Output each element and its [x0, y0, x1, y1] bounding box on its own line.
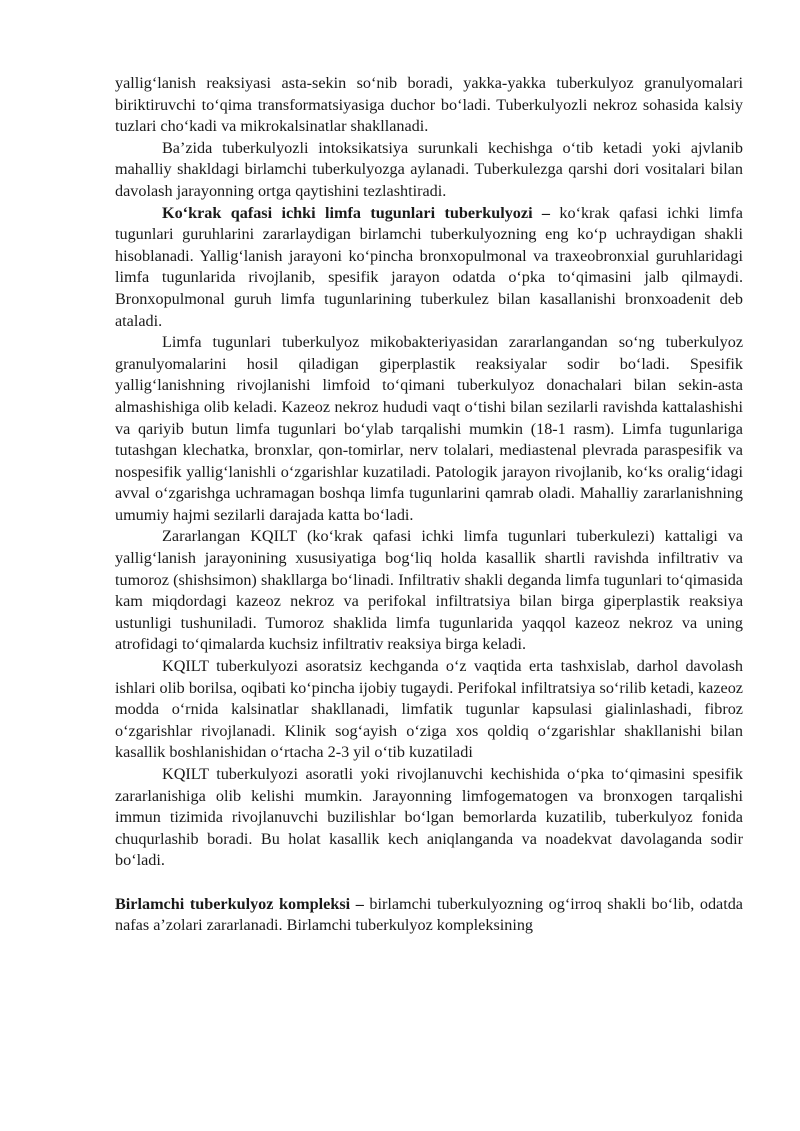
section-heading-kqilt: Ko‘krak qafasi ichki limfa tugunlari tuberkulyozi –	[162, 203, 551, 222]
paragraph-text: Ba’zida tuberkulyozli intoksikatsiya surunkali kechishga o‘tib ketadi yoki ajvlanib mahalliy shakldagi birlamchi tuberkulyozga aylanadi. Tuberkulezga qarshi dori vositalari bilan davolash jarayonning ortga qaytishini tezlashtiradi.	[115, 138, 743, 200]
paragraph-text: KQILT tuberkulyozi asoratsiz kechganda o‘z vaqtida erta tashxislab, darhol davolash ishlari olib borilsa, oqibati ko‘pincha ijobiy tugaydi. Perifokal infiltratsiya so‘rilib ketadi, kazeoz modda o‘rnida kalsinatlar shakllanadi, limfatik tugunlar kapsulasi gialinlashadi, fibroz o‘zgarishlar rivojlanadi. Klinik sog‘ayish o‘ziga xos qoldiq o‘zgarishlar shakllanishi bilan kasallik boshlanishidan o‘rtacha 2-3 yil o‘tib kuzatiladi	[115, 657, 743, 762]
paragraph-7	[115, 764, 743, 872]
paragraph-text: Zararlangan KQILT (ko‘krak qafasi ichki limfa tugunlari tuberkulezi) kattaligi va yallig‘lanish jarayonining xususiyatiga bog‘liq holda kasallik shartli ravishda infiltrativ va tumoroz (shishsimon) shakllarga bo‘linadi. Infiltrativ shakli deganda limfa tugunlari to‘qimasida kam miqdordagi kazeoz nekroz va perifokal infiltratsiya bilan birga giperplastik reaksiya ustunligi tushuniladi. Tumoroz shaklida limfa tugunlarida yaqqol kazeoz nekroz va uning atrofidagi to‘qimalarda kuchsiz infiltrativ reaksiya birga keladi.	[115, 527, 743, 654]
paragraph-1	[115, 73, 743, 138]
section-heading-primary-complex: Birlamchi tuberkulyoz kompleksi –	[115, 894, 364, 913]
paragraph-6	[115, 656, 743, 764]
paragraph-4	[115, 332, 743, 526]
paragraph-text: KQILT tuberkulyozi asoratli yoki rivojlanuvchi kechishida o‘pka to‘qimasini spesifik zararlanishiga olib kelishi mumkin. Jarayonning limfogematogen va bronxogen tarqalishi immun tizimida rivojlanuvchi buzilishlar bo‘lgan bemorlarda kuzatilib, tuberkulyoz fonida chuqurlashib boradi. Bu holat kasallik kech aniqlanganda va noadekvat davolaganda sodir bo‘ladi.	[115, 765, 743, 870]
document-page	[115, 73, 743, 937]
paragraph-8	[115, 894, 743, 937]
paragraph-3	[115, 203, 743, 333]
paragraph-text: ko‘krak qafasi ichki limfa tugunlari guruhlarini zararlaydigan birlamchi tuberkulyozning eng ko‘p uchraydigan shakli hisoblanadi. Yallig‘lanish jarayoni ko‘pincha bronxopulmonal va traxeobronxial guruhlaridagi limfa tugunlarida rivojlanib, spesifik jarayon odatda o‘pka to‘qimasini jalb qilmaydi. Bronxopulmonal guruh limfa tugunlarining tuberkulez bilan kasallanishi bronxoadenit deb ataladi.	[115, 203, 743, 330]
paragraph-5	[115, 526, 743, 656]
paragraph-text: yallig‘lanish reaksiyasi asta-sekin so‘nib boradi, yakka-yakka tuberkulyoz granulyomalari biriktiruvchi to‘qima transformatsiyasiga duchor bo‘ladi. Tuberkulyozli nekroz sohasida kalsiy tuzlari cho‘kadi va mikrokalsinatlar shakllanadi.	[115, 74, 743, 136]
paragraph-text: birlamchi tuberkulyozning og‘irroq shakli bo‘lib, odatda nafas a’zolari zararlanadi. Birlamchi tuberkulyoz kompleksining	[115, 894, 743, 935]
paragraph-2	[115, 138, 743, 203]
paragraph-text: Limfa tugunlari tuberkulyoz mikobakteriyasidan zararlangandan so‘ng tuberkulyoz granulyomalarini hosil qiladigan giperplastik reaksiyalar sodir bo‘ladi. Spesifik yallig‘lanishning rivojlanishi limfoid to‘qimani tuberkulyoz donachalari bilan sekin-asta almashishiga olib keladi. Kazeoz nekroz hududi vaqt o‘tishi bilan sezilarli ravishda kattalashishi va qariyib butun limfa tugunlari bo‘ylab tarqalishi mumkin (18-1 rasm). Limfa tugunlariga tutashgan klechatka, bronxlar, qon-tomirlar, nerv tolalari, mediastenal plevrada paraspesifik va nospesifik yallig‘lanishli o‘zgarishlar kuzatiladi. Patologik jarayon rivojlanib, ko‘ks oralig‘idagi avval o‘zgarishga uchramagan boshqa limfa tugunlarini qamrab oladi. Mahalliy zararlanishning umumiy hajmi sezilarli darajada katta bo‘ladi.	[115, 333, 743, 524]
